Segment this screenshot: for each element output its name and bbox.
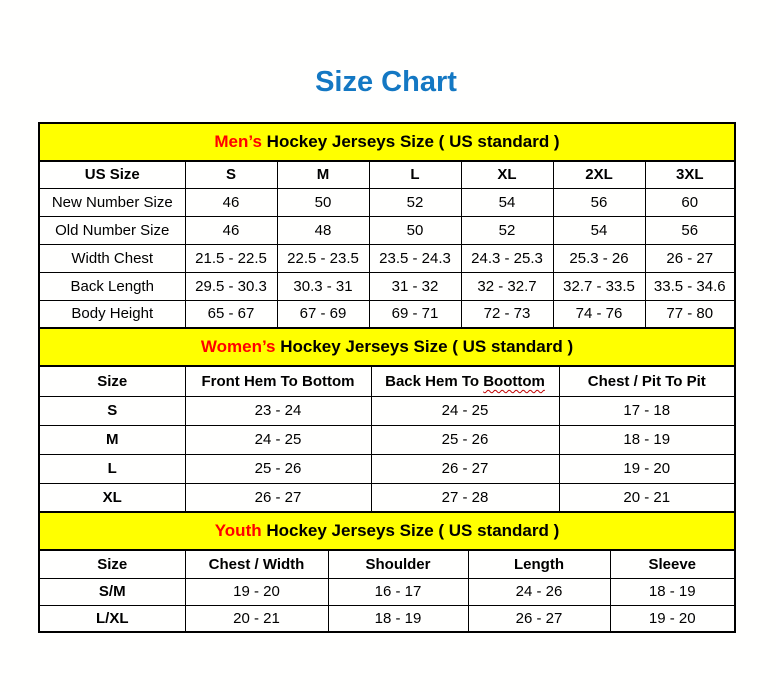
column-header: US Size bbox=[39, 161, 185, 188]
column-header: L bbox=[369, 161, 461, 188]
table-row bbox=[39, 188, 735, 216]
row-label: Width Chest bbox=[39, 244, 185, 272]
table-cell: 24.3 - 25.3 bbox=[461, 244, 553, 272]
table-cell: 19 - 20 bbox=[610, 605, 735, 632]
table-cell: 77 - 80 bbox=[645, 300, 735, 328]
table-cell: 65 - 67 bbox=[185, 300, 277, 328]
row-label: XL bbox=[39, 483, 185, 512]
youth-section-band bbox=[39, 512, 735, 550]
table-cell: 21.5 - 22.5 bbox=[185, 244, 277, 272]
table-cell: 54 bbox=[553, 216, 645, 244]
table-cell: 22.5 - 23.5 bbox=[277, 244, 369, 272]
youth-band-highlight: Youth bbox=[214, 521, 262, 540]
column-header-text: Back Hem To bbox=[385, 372, 480, 390]
womens-band-highlight: Women’s bbox=[200, 337, 276, 356]
table-cell: 24 - 25 bbox=[371, 396, 559, 425]
row-label: New Number Size bbox=[39, 188, 185, 216]
table-cell: 24 - 25 bbox=[185, 425, 371, 454]
table-cell: 25 - 26 bbox=[371, 425, 559, 454]
row-label: L bbox=[39, 454, 185, 483]
column-header: Chest / Width bbox=[185, 550, 328, 578]
table-cell: 26 - 27 bbox=[371, 454, 559, 483]
size-tables-container bbox=[38, 122, 734, 633]
column-header: Size bbox=[39, 366, 185, 396]
table-row bbox=[39, 244, 735, 272]
table-cell: 25.3 - 26 bbox=[553, 244, 645, 272]
mens-section-band bbox=[39, 123, 735, 161]
table-cell: 72 - 73 bbox=[461, 300, 553, 328]
table-cell: 18 - 19 bbox=[559, 425, 735, 454]
table-cell: 33.5 - 34.6 bbox=[645, 272, 735, 300]
table-cell: 20 - 21 bbox=[559, 483, 735, 512]
womens-header-row bbox=[39, 366, 735, 396]
table-cell: 23 - 24 bbox=[185, 396, 371, 425]
column-header: Sleeve bbox=[610, 550, 735, 578]
table-cell: 56 bbox=[553, 188, 645, 216]
mens-band-title bbox=[39, 123, 735, 161]
table-cell: 46 bbox=[185, 188, 277, 216]
table-cell: 18 - 19 bbox=[610, 578, 735, 605]
table-row bbox=[39, 300, 735, 328]
table-cell: 17 - 18 bbox=[559, 396, 735, 425]
table-cell: 30.3 - 31 bbox=[277, 272, 369, 300]
column-header: 3XL bbox=[645, 161, 735, 188]
youth-band-title bbox=[39, 512, 735, 550]
row-label: Body Height bbox=[39, 300, 185, 328]
row-label: S/M bbox=[39, 578, 185, 605]
mens-band-highlight: Men’s bbox=[214, 132, 262, 151]
misspelled-word: Boottom bbox=[483, 372, 545, 390]
youth-size-table bbox=[38, 511, 736, 633]
table-row bbox=[39, 483, 735, 512]
table-cell: 24 - 26 bbox=[468, 578, 610, 605]
table-row bbox=[39, 396, 735, 425]
column-header: M bbox=[277, 161, 369, 188]
table-row bbox=[39, 605, 735, 632]
table-row bbox=[39, 272, 735, 300]
youth-header-row bbox=[39, 550, 735, 578]
table-cell: 19 - 20 bbox=[185, 578, 328, 605]
page-title: Size Chart bbox=[315, 66, 457, 98]
table-cell: 60 bbox=[645, 188, 735, 216]
table-row bbox=[39, 216, 735, 244]
mens-header-row bbox=[39, 161, 735, 188]
table-cell: 20 - 21 bbox=[185, 605, 328, 632]
column-header: Size bbox=[39, 550, 185, 578]
table-cell: 27 - 28 bbox=[371, 483, 559, 512]
table-row bbox=[39, 454, 735, 483]
column-header: Shoulder bbox=[328, 550, 468, 578]
column-header: XL bbox=[461, 161, 553, 188]
table-row bbox=[39, 578, 735, 605]
table-cell: 25 - 26 bbox=[185, 454, 371, 483]
table-cell: 32.7 - 33.5 bbox=[553, 272, 645, 300]
row-label: M bbox=[39, 425, 185, 454]
row-label: S bbox=[39, 396, 185, 425]
row-label: L/XL bbox=[39, 605, 185, 632]
womens-band-title bbox=[39, 328, 735, 366]
table-cell: 54 bbox=[461, 188, 553, 216]
table-cell: 50 bbox=[369, 216, 461, 244]
table-cell: 56 bbox=[645, 216, 735, 244]
table-cell: 23.5 - 24.3 bbox=[369, 244, 461, 272]
table-cell: 19 - 20 bbox=[559, 454, 735, 483]
row-label: Back Length bbox=[39, 272, 185, 300]
table-cell: 16 - 17 bbox=[328, 578, 468, 605]
table-cell: 31 - 32 bbox=[369, 272, 461, 300]
womens-size-table bbox=[38, 327, 736, 513]
column-header: Length bbox=[468, 550, 610, 578]
womens-section-band bbox=[39, 328, 735, 366]
table-cell: 26 - 27 bbox=[468, 605, 610, 632]
table-cell: 52 bbox=[369, 188, 461, 216]
row-label: Old Number Size bbox=[39, 216, 185, 244]
womens-band-rest: Hockey Jerseys Size ( US standard ) bbox=[280, 337, 574, 356]
table-cell: 67 - 69 bbox=[277, 300, 369, 328]
mens-size-table bbox=[38, 122, 736, 329]
table-cell: 74 - 76 bbox=[553, 300, 645, 328]
table-cell: 26 - 27 bbox=[645, 244, 735, 272]
table-cell: 18 - 19 bbox=[328, 605, 468, 632]
table-cell: 69 - 71 bbox=[369, 300, 461, 328]
column-header: Chest / Pit To Pit bbox=[559, 366, 735, 396]
column-header: Front Hem To Bottom bbox=[185, 366, 371, 396]
youth-band-rest: Hockey Jerseys Size ( US standard ) bbox=[266, 521, 560, 540]
table-cell: 29.5 - 30.3 bbox=[185, 272, 277, 300]
table-cell: 26 - 27 bbox=[185, 483, 371, 512]
table-cell: 46 bbox=[185, 216, 277, 244]
table-cell: 32 - 32.7 bbox=[461, 272, 553, 300]
table-cell: 50 bbox=[277, 188, 369, 216]
table-row bbox=[39, 425, 735, 454]
column-header bbox=[371, 366, 559, 396]
column-header: S bbox=[185, 161, 277, 188]
table-cell: 48 bbox=[277, 216, 369, 244]
table-cell: 52 bbox=[461, 216, 553, 244]
mens-band-rest: Hockey Jerseys Size ( US standard ) bbox=[266, 132, 560, 151]
column-header: 2XL bbox=[553, 161, 645, 188]
